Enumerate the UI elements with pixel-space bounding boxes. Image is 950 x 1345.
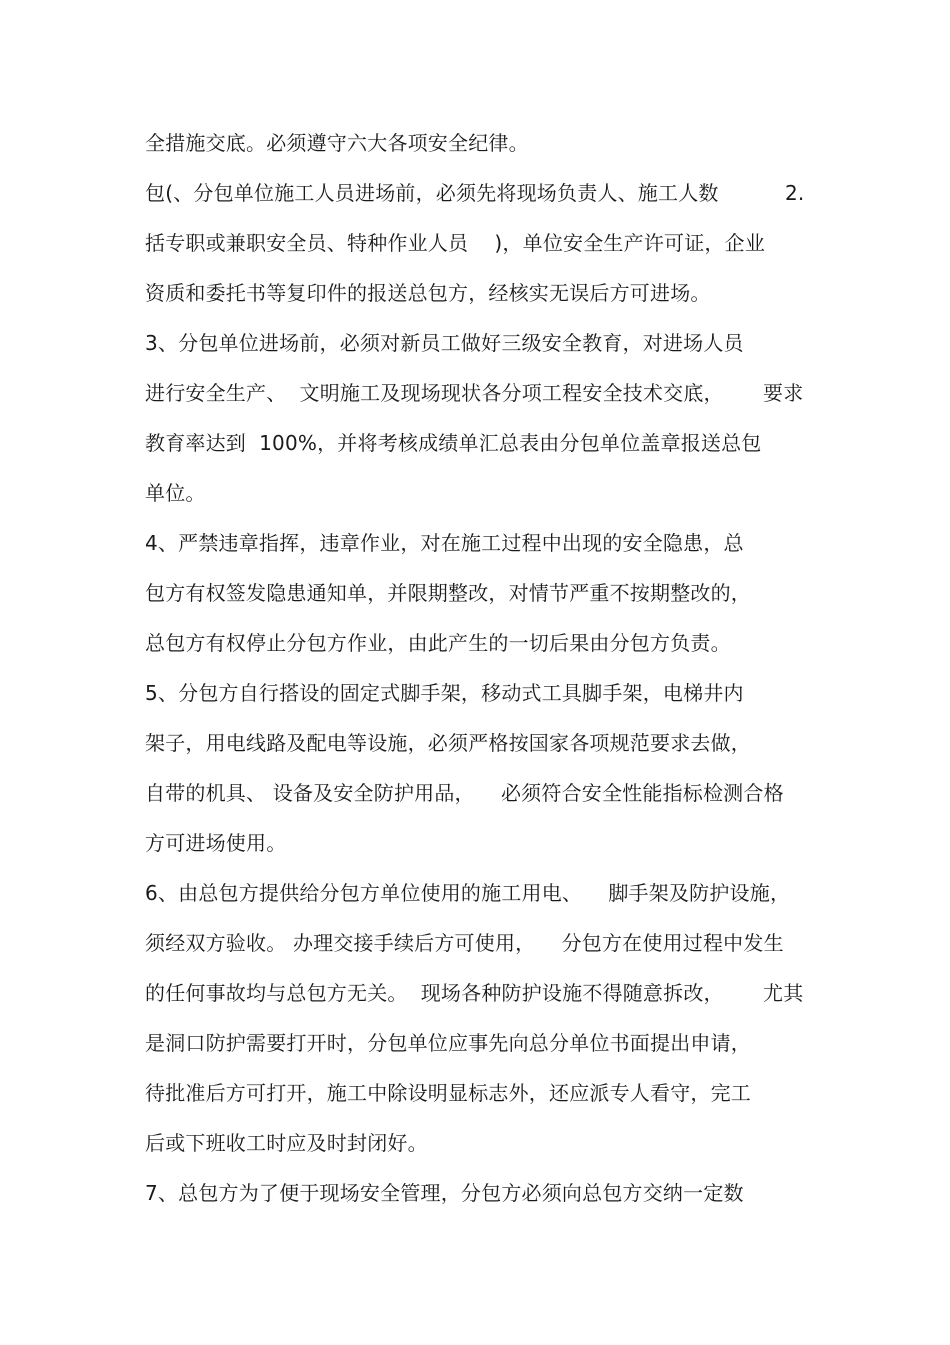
- text-line: 3、分包单位进场前，必须对新员工做好三级安全教育，对进场人员: [145, 331, 744, 355]
- text-line: 括专职或兼职安全员、特种作业人员 )，单位安全生产许可证，企业: [145, 231, 766, 255]
- text-line: 教育率达到 100%，并将考核成绩单汇总表由分包单位盖章报送总包: [145, 431, 762, 455]
- text-line: 7、总包方为了便于现场安全管理，分包方必须向总包方交纳一定数: [145, 1181, 744, 1205]
- text-line: 包(、分包单位施工人员进场前，必须先将现场负责人、施工人数 2.: [145, 181, 805, 205]
- text-line: 待批准后方可打开，施工中除设明显标志外，还应派专人看守，完工: [145, 1081, 751, 1105]
- text-line: 6、由总包方提供给分包方单位使用的施工用电、 脚手架及防护设施，: [145, 881, 791, 905]
- text-line: 总包方有权停止分包方作业，由此产生的一切后果由分包方负责。: [145, 631, 731, 655]
- text-line: 的任何事故均与总包方无关。 现场各种防护设施不得随意拆改， 尤其: [145, 981, 804, 1005]
- margin-text: 尤其: [763, 981, 804, 1005]
- text-line: 须经双方验收。 办理交接手续后方可使用， 分包方在使用过程中发生: [145, 931, 784, 955]
- text-line: 自带的机具、 设备及安全防护用品， 必须符合安全性能指标检测合格: [145, 781, 784, 805]
- text-line: 全措施交底。必须遵守六大各项安全纪律。: [145, 131, 529, 155]
- text-line: 是洞口防护需要打开时，分包单位应事先向总分单位书面提出申请，: [145, 1031, 751, 1055]
- text-line: 资质和委托书等复印件的报送总包方，经核实无误后方可进场。: [145, 281, 711, 305]
- margin-text: 要求: [763, 381, 804, 405]
- text-line: 方可进场使用。: [145, 831, 287, 855]
- text-line: 单位。: [145, 481, 206, 505]
- text-line: 5、分包方自行搭设的固定式脚手架，移动式工具脚手架，电梯井内: [145, 681, 744, 705]
- text-line: 进行安全生产、 文明施工及现场现状各分项工程安全技术交底， 要求: [145, 381, 804, 405]
- margin-number: 2.: [785, 181, 805, 205]
- text-line: 架子，用电线路及配电等设施，必须严格按国家各项规范要求去做，: [145, 731, 751, 755]
- text-line: 4、严禁违章指挥，违章作业，对在施工过程中出现的安全隐患，总: [145, 531, 744, 555]
- text-line: 后或下班收工时应及时封闭好。: [145, 1131, 428, 1155]
- text-line: 包方有权签发隐患通知单，并限期整改，对情节严重不按期整改的，: [145, 581, 751, 605]
